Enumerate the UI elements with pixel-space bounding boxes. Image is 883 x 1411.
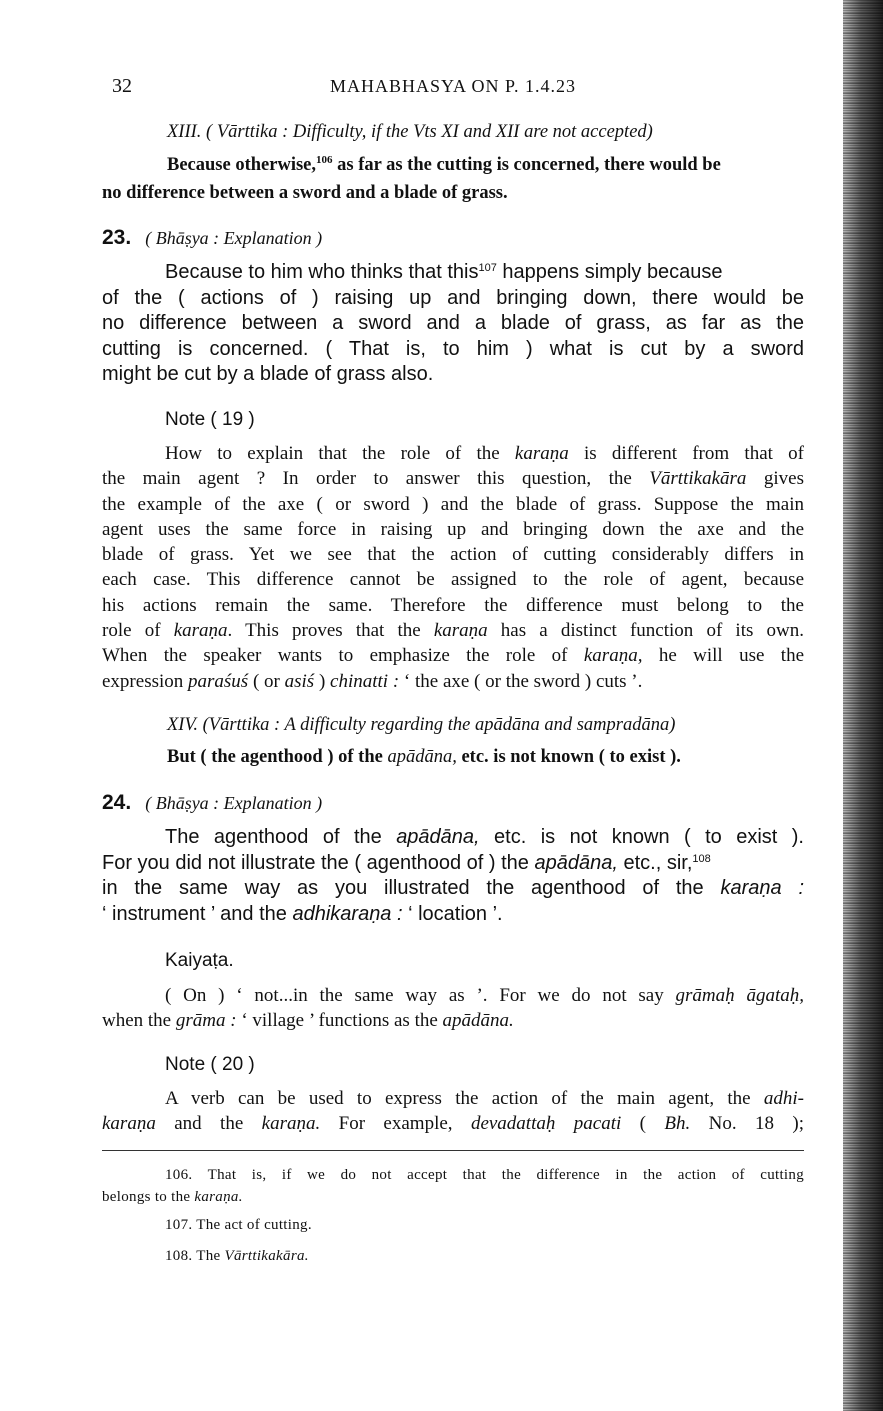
- varttika-14-text: But ( the agenthood ) of the apādāna, etc. is not known ( to exist ).: [167, 747, 681, 767]
- footnote-106: 106. That is, if we do not accept that the difference in the action of cutting belongs to the karaṇa.: [102, 1167, 804, 1205]
- footnote-ref-107: 107: [478, 262, 497, 274]
- varttika-14-heading: XIV. (Vārttika : A difficulty regarding the apādāna and sampradāna): [167, 715, 676, 735]
- note-20-heading: Note ( 20 ): [165, 1054, 255, 1075]
- note-19-heading: Note ( 19 ): [165, 409, 255, 430]
- section-number: 24.: [102, 791, 132, 814]
- running-title: MAHABHASYA ON P. 1.4.23: [330, 76, 577, 96]
- scanned-page-edge: [843, 0, 883, 1411]
- varttika-13-text-line2: no difference between a sword and a blade of grass.: [102, 183, 508, 203]
- section-23-heading: [102, 226, 322, 251]
- section-number: 23.: [102, 226, 132, 249]
- footnote-107: 107. The act of cutting.: [165, 1217, 312, 1233]
- footnote-ref-108: 108: [692, 852, 711, 865]
- kaiyata-heading: Kaiyaṭa.: [165, 950, 234, 971]
- varttika-13-text-line1: Because otherwise,$^{106}$ as far as the cutting is concerned, there would be: [167, 154, 721, 175]
- note-19-text: How to explain that the role of the karaṇa is different from that of the main agent ? In order to answer this question, the Vārttikakāra gives the example of the axe ( or sword ) and the blade of grass. Suppose the main agent uses the same force in raising up and bringing down the axe and the blade of grass. Yet we see that the action of cutting considerably differs in each case. This difference cannot be assigned to the role of agent, because his actions remain the same. Therefore the difference must belong to the role of karaṇa. This proves that the karaṇa has a distinct function of its own. When the speaker wants to emphasize the role of karaṇa, he will use the expression paraśuś ( or asiś ) chinatti : ‘ the axe ( or the sword ) cuts ’.: [102, 443, 804, 692]
- footnote-108: 108. The Vārttikakāra.: [165, 1248, 309, 1264]
- section-23-text: Because to him who thinks that this$^{107}$ happens simply because of the ( actions of ) raising up and bringing down, there would be no difference between a sword and a blade of grass, as far as the cutting is concerned. ( That is, to him ) what is cut by a sword might be cut by a blade of grass also.: [102, 261, 804, 385]
- section-24-text: The agenthood of the apādāna, etc. is not known ( to exist ). For you did not illustrate the ( agenthood of ) the apādāna, etc., sir,$^{108}$ in the same way as you illustrated the agenthood of the karaṇa : ‘ instrument ’ and the adhikaraṇa : ‘ location ’.: [102, 826, 804, 925]
- section-label: ( Bhāṣya : Explanation ): [145, 793, 323, 813]
- section-label: ( Bhāṣya : Explanation ): [145, 228, 323, 248]
- footnote-ref-106: 106: [316, 154, 333, 166]
- footnote-rule: [102, 1150, 804, 1151]
- note-20-text: A verb can be used to express the action of the main agent, the adhi- karaṇa and the karaṇa. For example, devadattaḥ pacati ( Bh. No. 18 );: [102, 1088, 804, 1135]
- kaiyata-text: ( On ) ‘ not...in the same way as ’. For we do not say grāmaḥ āgataḥ, when the grāma : ‘ village ’ functions as the apādāna.: [102, 985, 804, 1032]
- section-24-heading: [102, 791, 322, 816]
- page-number: 32: [112, 75, 132, 97]
- varttika-13-heading: XIII. ( Vārttika : Difficulty, if the Vts XI and XII are not accepted): [167, 122, 653, 142]
